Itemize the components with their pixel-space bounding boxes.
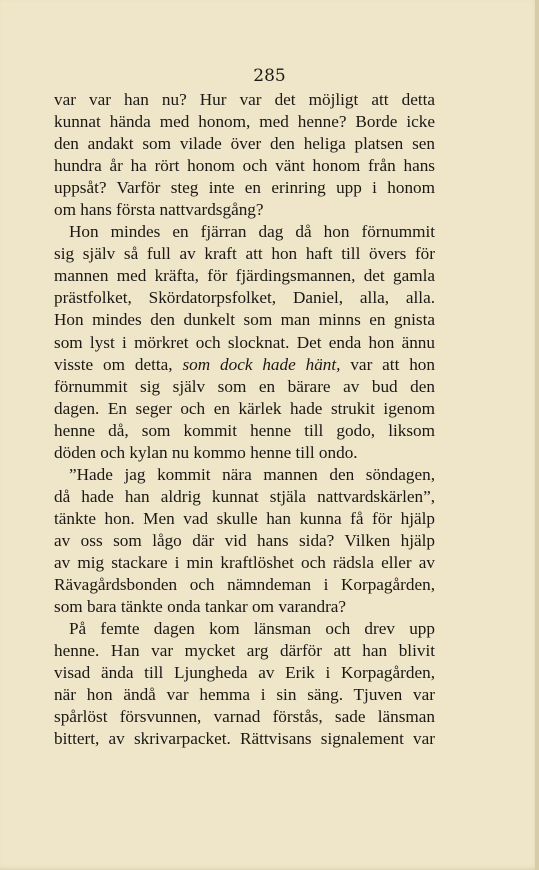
text-line: kunnat hända med honom, med henne? Borde icke (54, 112, 435, 132)
text-line: henne då, som kommit henne till godo, liksom (54, 420, 435, 440)
text-line: ”Hade jag kommit nära mannen den söndagen, (69, 464, 435, 484)
text-line: när hon ändå var hemma i sin säng. Tjuven var (54, 685, 435, 705)
text-line: hundra år ha rört honom och vänt honom från hans (54, 156, 435, 176)
text-line: tänkte hon. Men vad skulle han kunna få för hjälp (54, 508, 435, 528)
text-line: som lyst i mörkret och slocknat. Det enda hon ännu (54, 332, 435, 352)
text-line: förnummit sig själv som en bärare av bud den (54, 376, 435, 396)
text-line: sig själv så full av kraft att hon haft till övers för (54, 244, 435, 264)
text-line: var var han nu? Hur var det möjligt att detta (54, 90, 435, 109)
page-edge (535, 0, 539, 870)
text-line: uppsåt? Varför steg inte en erinring upp i honom (54, 178, 435, 198)
text-line: av mig stackare i min kraftlöshet och rädsla eller av (54, 552, 435, 572)
text-line: den andakt som vilade över den heliga platsen sen (54, 134, 435, 154)
text-segment: visste om detta, (54, 354, 183, 374)
text-line: prästfolket, Skördatorpsfolket, Daniel, alla, alla. (54, 288, 435, 308)
text-line: av oss som lågo där vid hans sida? Vilken hjälp (54, 530, 435, 550)
text-line: visad ända till Ljungheda av Erik i Korpagården, (54, 663, 435, 683)
text-line: Rävagårdsbonden och nämndeman i Korpagården, (54, 575, 435, 595)
text-line: henne. Han var mycket arg därför att han blivit (54, 641, 435, 661)
text-line-with-emphasis (54, 354, 435, 376)
emphasis-text: som dock hade hänt, (182, 354, 341, 374)
text-line: som bara tänkte onda tankar om varandra? (54, 597, 347, 617)
text-line: Hon mindes den dunkelt som man minns en gnista (54, 310, 435, 330)
text-segment: var att hon (340, 354, 435, 374)
text-line: då hade han aldrig kunnat stjäla nattvardskärlen”, (54, 486, 435, 506)
text-line: mannen med kräfta, för fjärdingsmannen, det gamla (54, 266, 435, 286)
page-number: 285 (253, 66, 286, 86)
body-text (54, 89, 435, 750)
text-line: döden och kylan nu kommo henne till ondo. (54, 442, 358, 462)
text-line: om hans första nattvardsgång? (54, 200, 264, 220)
text-line: bittert, av skrivarpacket. Rättvisans signalement var (54, 729, 435, 749)
text-line: På femte dagen kom länsman och drev upp (69, 619, 435, 639)
text-line: spårlöst försvunnen, varnad förstås, sade länsman (54, 707, 435, 727)
text-line: dagen. En seger och en kärlek hade strukit igenom (54, 398, 435, 418)
text-line: Hon mindes en fjärran dag då hon förnummit (69, 222, 435, 242)
